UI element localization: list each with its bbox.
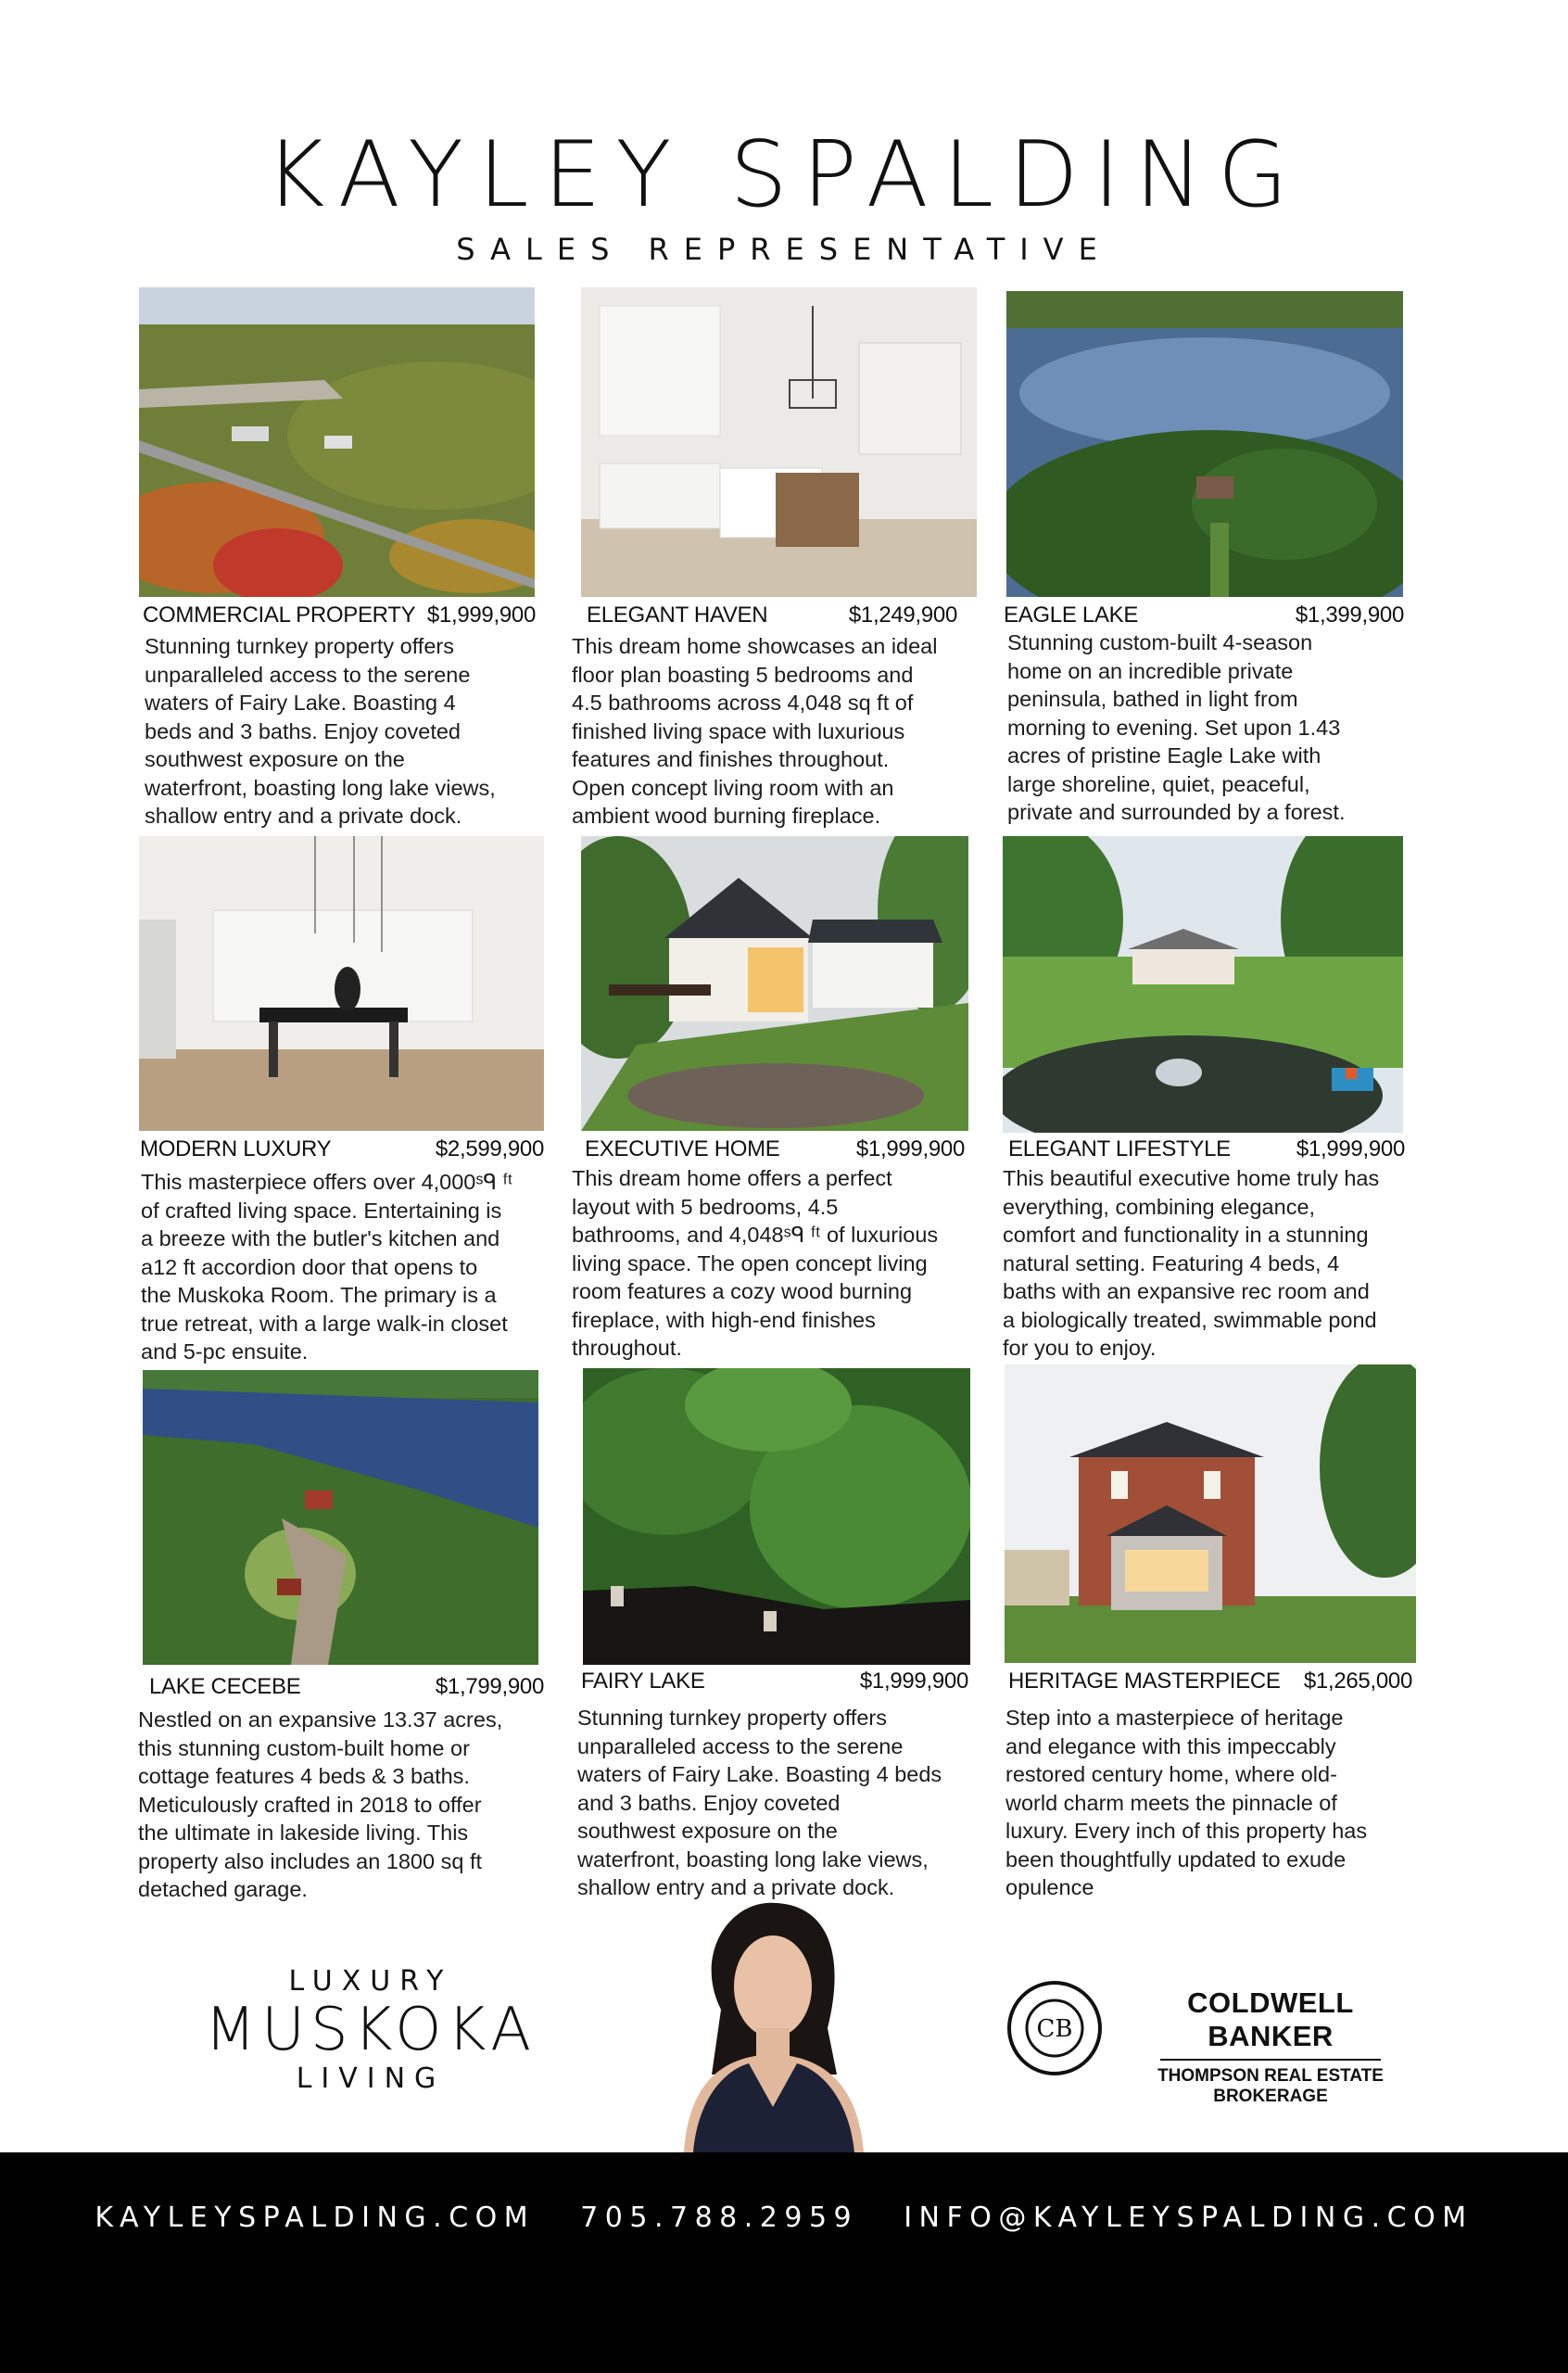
luxury-muskoka-living-logo: [185, 1965, 556, 2095]
description-line: opulence: [1005, 1875, 1094, 1899]
description-line: the ultimate in lakeside living. This: [138, 1821, 469, 1845]
contact-line: [0, 2202, 1568, 2234]
aerial-lake-cecebe-property-photo: [143, 1370, 538, 1665]
description-line: luxury. Every inch of this property has: [1005, 1819, 1368, 1843]
agent-portrait: [675, 1898, 871, 2152]
home-with-pond-fountain-photo: [1003, 836, 1403, 1133]
listing-name: EXECUTIVE HOME: [585, 1136, 780, 1161]
description-line: room features a cozy wood burning: [572, 1279, 913, 1303]
description-line: southwest exposure on the: [145, 747, 405, 771]
listing-price: $2,599,900: [435, 1136, 544, 1161]
description-line: 4.5 bathrooms across 4,048 sq ft of: [572, 691, 914, 715]
global-luxury-cb-seal-icon: [1006, 1980, 1103, 2076]
listing-description: [1007, 628, 1402, 827]
listing-name: MODERN LUXURY: [140, 1136, 332, 1161]
description-line: private and surrounded by a forest.: [1007, 800, 1346, 824]
description-line: This dream home showcases an ideal: [572, 634, 938, 658]
listing-price: $1,999,900: [859, 1669, 968, 1694]
brokerage-name: COLDWELL BANKER: [1187, 1986, 1354, 2052]
listing-name: EAGLE LAKE: [1004, 603, 1139, 628]
description-line: been thoughtfully updated to exude: [1005, 1846, 1347, 1872]
description-line: natural setting. Featuring 4 beds, 4: [1003, 1250, 1340, 1275]
agent-title: SALES REPRESENTATIVE: [456, 232, 1112, 267]
listing-price: $1,799,900: [435, 1674, 544, 1699]
description-line: comfort and functionality in a stunning: [1003, 1223, 1369, 1247]
logo-line: LIVING: [296, 2062, 446, 2096]
coldwell-banker-brand: [1123, 1986, 1418, 2107]
description-line: for you to enjoy.: [1003, 1336, 1157, 1360]
description-line: floor plan boasting 5 bedrooms and: [572, 662, 914, 687]
email-link[interactable]: INFO@KAYLEYSPALDING.COM: [904, 2202, 1473, 2234]
description-line: Nestled on an expansive 13.37 acres,: [138, 1707, 503, 1732]
listing-heading: [581, 1669, 968, 1694]
listing-heading: [585, 1136, 965, 1162]
logo-line: LUXURY: [288, 1965, 453, 1998]
listing-description: [141, 1168, 545, 1366]
description-line: home on an incredible private: [1007, 658, 1294, 683]
description-line: throughout.: [572, 1336, 682, 1360]
listing-name: ELEGANT HAVEN: [587, 603, 768, 628]
description-line: and elegance with this impeccably: [1005, 1733, 1336, 1758]
description-line: a breeze with the butler's kitchen and: [141, 1226, 500, 1250]
description-line: This masterpiece offers over 4,000ˢᑫ ᶠᵗ: [141, 1170, 513, 1194]
website-link[interactable]: KAYLEYSPALDING.COM: [95, 2202, 536, 2234]
listing-price: $1,999,900: [1296, 1136, 1405, 1161]
listing-heading: [143, 603, 536, 628]
description-line: waters of Fairy Lake. Boasting 4 beds: [577, 1762, 942, 1786]
listing-heading: [140, 1136, 544, 1162]
description-line: layout with 5 bedrooms, 4.5: [572, 1194, 839, 1219]
listing-description: [138, 1706, 548, 1904]
description-line: waterfront, boasting long lake views,: [577, 1846, 929, 1872]
description-line: waters of Fairy Lake. Boasting 4: [145, 691, 456, 715]
description-line: Meticulously crafted in 2018 to offer: [138, 1792, 482, 1817]
description-line: shallow entry and a private dock.: [145, 804, 462, 828]
description-line: this stunning custom-built home or: [138, 1735, 470, 1760]
description-line: shallow entry and a private dock.: [577, 1875, 895, 1899]
listing-description: [572, 1164, 972, 1363]
phone-number[interactable]: 705.788.2959: [580, 2202, 859, 2234]
listing-description: [572, 632, 972, 831]
description-line: beds and 3 baths. Enjoy coveted: [145, 718, 461, 743]
listing-name: ELEGANT LIFESTYLE: [1008, 1136, 1231, 1161]
description-line: and 5-pc ensuite.: [141, 1339, 309, 1364]
description-line: restored century home, where old-: [1005, 1762, 1337, 1786]
description-line: morning to evening. Set upon 1.43: [1007, 715, 1341, 740]
description-line: detached garage.: [138, 1877, 308, 1901]
listing-name: LAKE CECEBE: [149, 1674, 301, 1699]
listing-description: [1005, 1704, 1416, 1902]
description-line: fireplace, with high-end finishes: [572, 1307, 876, 1332]
description-line: bathrooms, and 4,048ˢᑫ ᶠᵗ of luxurious: [572, 1223, 939, 1247]
description-line: unparalleled access to the serene: [145, 662, 471, 687]
description-line: This dream home offers a perfect: [572, 1166, 892, 1190]
description-line: unparalleled access to the serene: [577, 1733, 904, 1758]
page-header: [0, 122, 1568, 267]
listing-name: COMMERCIAL PROPERTY: [143, 603, 416, 628]
description-line: living space. The open concept living: [572, 1250, 928, 1275]
listing-heading: [587, 603, 957, 628]
agent-name: KAYLEY SPALDING: [265, 122, 1303, 228]
description-line: and 3 baths. Enjoy coveted: [577, 1790, 841, 1815]
description-line: ambient wood burning fireplace.: [572, 804, 881, 828]
description-line: true retreat, with a large walk-in closet: [141, 1311, 508, 1336]
description-line: property also includes an 1800 sq ft: [138, 1848, 483, 1873]
listing-heading: [1004, 603, 1404, 628]
description-line: features and finishes throughout.: [572, 747, 890, 771]
white-kitchen-photo: [581, 287, 977, 597]
brick-heritage-house-photo: [1005, 1364, 1416, 1663]
aerial-lake-peninsula-photo: [1006, 291, 1403, 597]
brokerage-line: THOMPSON REAL ESTATE: [1157, 2066, 1384, 2086]
description-line: a12 ft accordion door that opens to: [141, 1254, 478, 1279]
description-line: of crafted living space. Entertaining is: [141, 1198, 502, 1223]
description-line: Step into a masterpiece of heritage: [1005, 1706, 1344, 1730]
brokerage-line: BROKERAGE: [1213, 2087, 1328, 2106]
listing-name: FAIRY LAKE: [581, 1669, 705, 1694]
listing-description: [577, 1704, 976, 1902]
listing-heading: [1008, 1669, 1412, 1694]
listing-price: $1,399,900: [1295, 603, 1404, 628]
description-line: large shoreline, quiet, peaceful,: [1007, 771, 1310, 796]
listing-price: $1,999,900: [855, 1136, 965, 1161]
listing-price: $1,249,900: [848, 603, 957, 628]
listing-name: HERITAGE MASTERPIECE: [1008, 1669, 1281, 1694]
modern-kitchen-pendants-photo: [139, 836, 544, 1131]
description-line: This beautiful executive home truly has: [1003, 1166, 1380, 1190]
listing-description: [1003, 1164, 1414, 1363]
listing-price: $1,999,900: [426, 603, 536, 628]
brand-divider: [1160, 2059, 1381, 2061]
logo-line: MUSKOKA: [204, 1996, 537, 2064]
executive-home-exterior-photo: [581, 836, 968, 1131]
listing-heading: [149, 1674, 544, 1700]
description-line: cottage features 4 beds & 3 baths.: [138, 1764, 470, 1788]
description-line: Stunning custom-built 4-season: [1007, 630, 1313, 654]
description-line: peninsula, bathed in light from: [1007, 687, 1298, 711]
description-line: baths with an expansive rec room and: [1003, 1279, 1370, 1303]
description-line: southwest exposure on the: [577, 1819, 838, 1843]
description-line: Stunning turnkey property offers: [577, 1706, 887, 1730]
contact-footer: [0, 2152, 1568, 2373]
aerial-autumn-forest-road-photo: [139, 287, 535, 597]
description-line: a biologically treated, swimmable pond: [1003, 1307, 1377, 1332]
description-line: the Muskoka Room. The primary is a: [141, 1283, 497, 1307]
aerial-forest-waterfront-photo: [583, 1368, 970, 1665]
listing-heading: [1008, 1136, 1405, 1162]
listing-description: [145, 632, 537, 831]
listing-price: $1,265,000: [1303, 1669, 1412, 1694]
svg-text:CB: CB: [1036, 2015, 1073, 2043]
description-line: Open concept living room with an: [572, 775, 894, 800]
description-line: waterfront, boasting long lake views,: [145, 775, 496, 800]
description-line: Stunning turnkey property offers: [145, 634, 454, 658]
description-line: acres of pristine Eagle Lake with: [1007, 743, 1321, 768]
description-line: world charm meets the pinnacle of: [1005, 1790, 1337, 1815]
description-line: everything, combining elegance,: [1003, 1194, 1316, 1219]
description-line: finished living space with luxurious: [572, 718, 905, 743]
